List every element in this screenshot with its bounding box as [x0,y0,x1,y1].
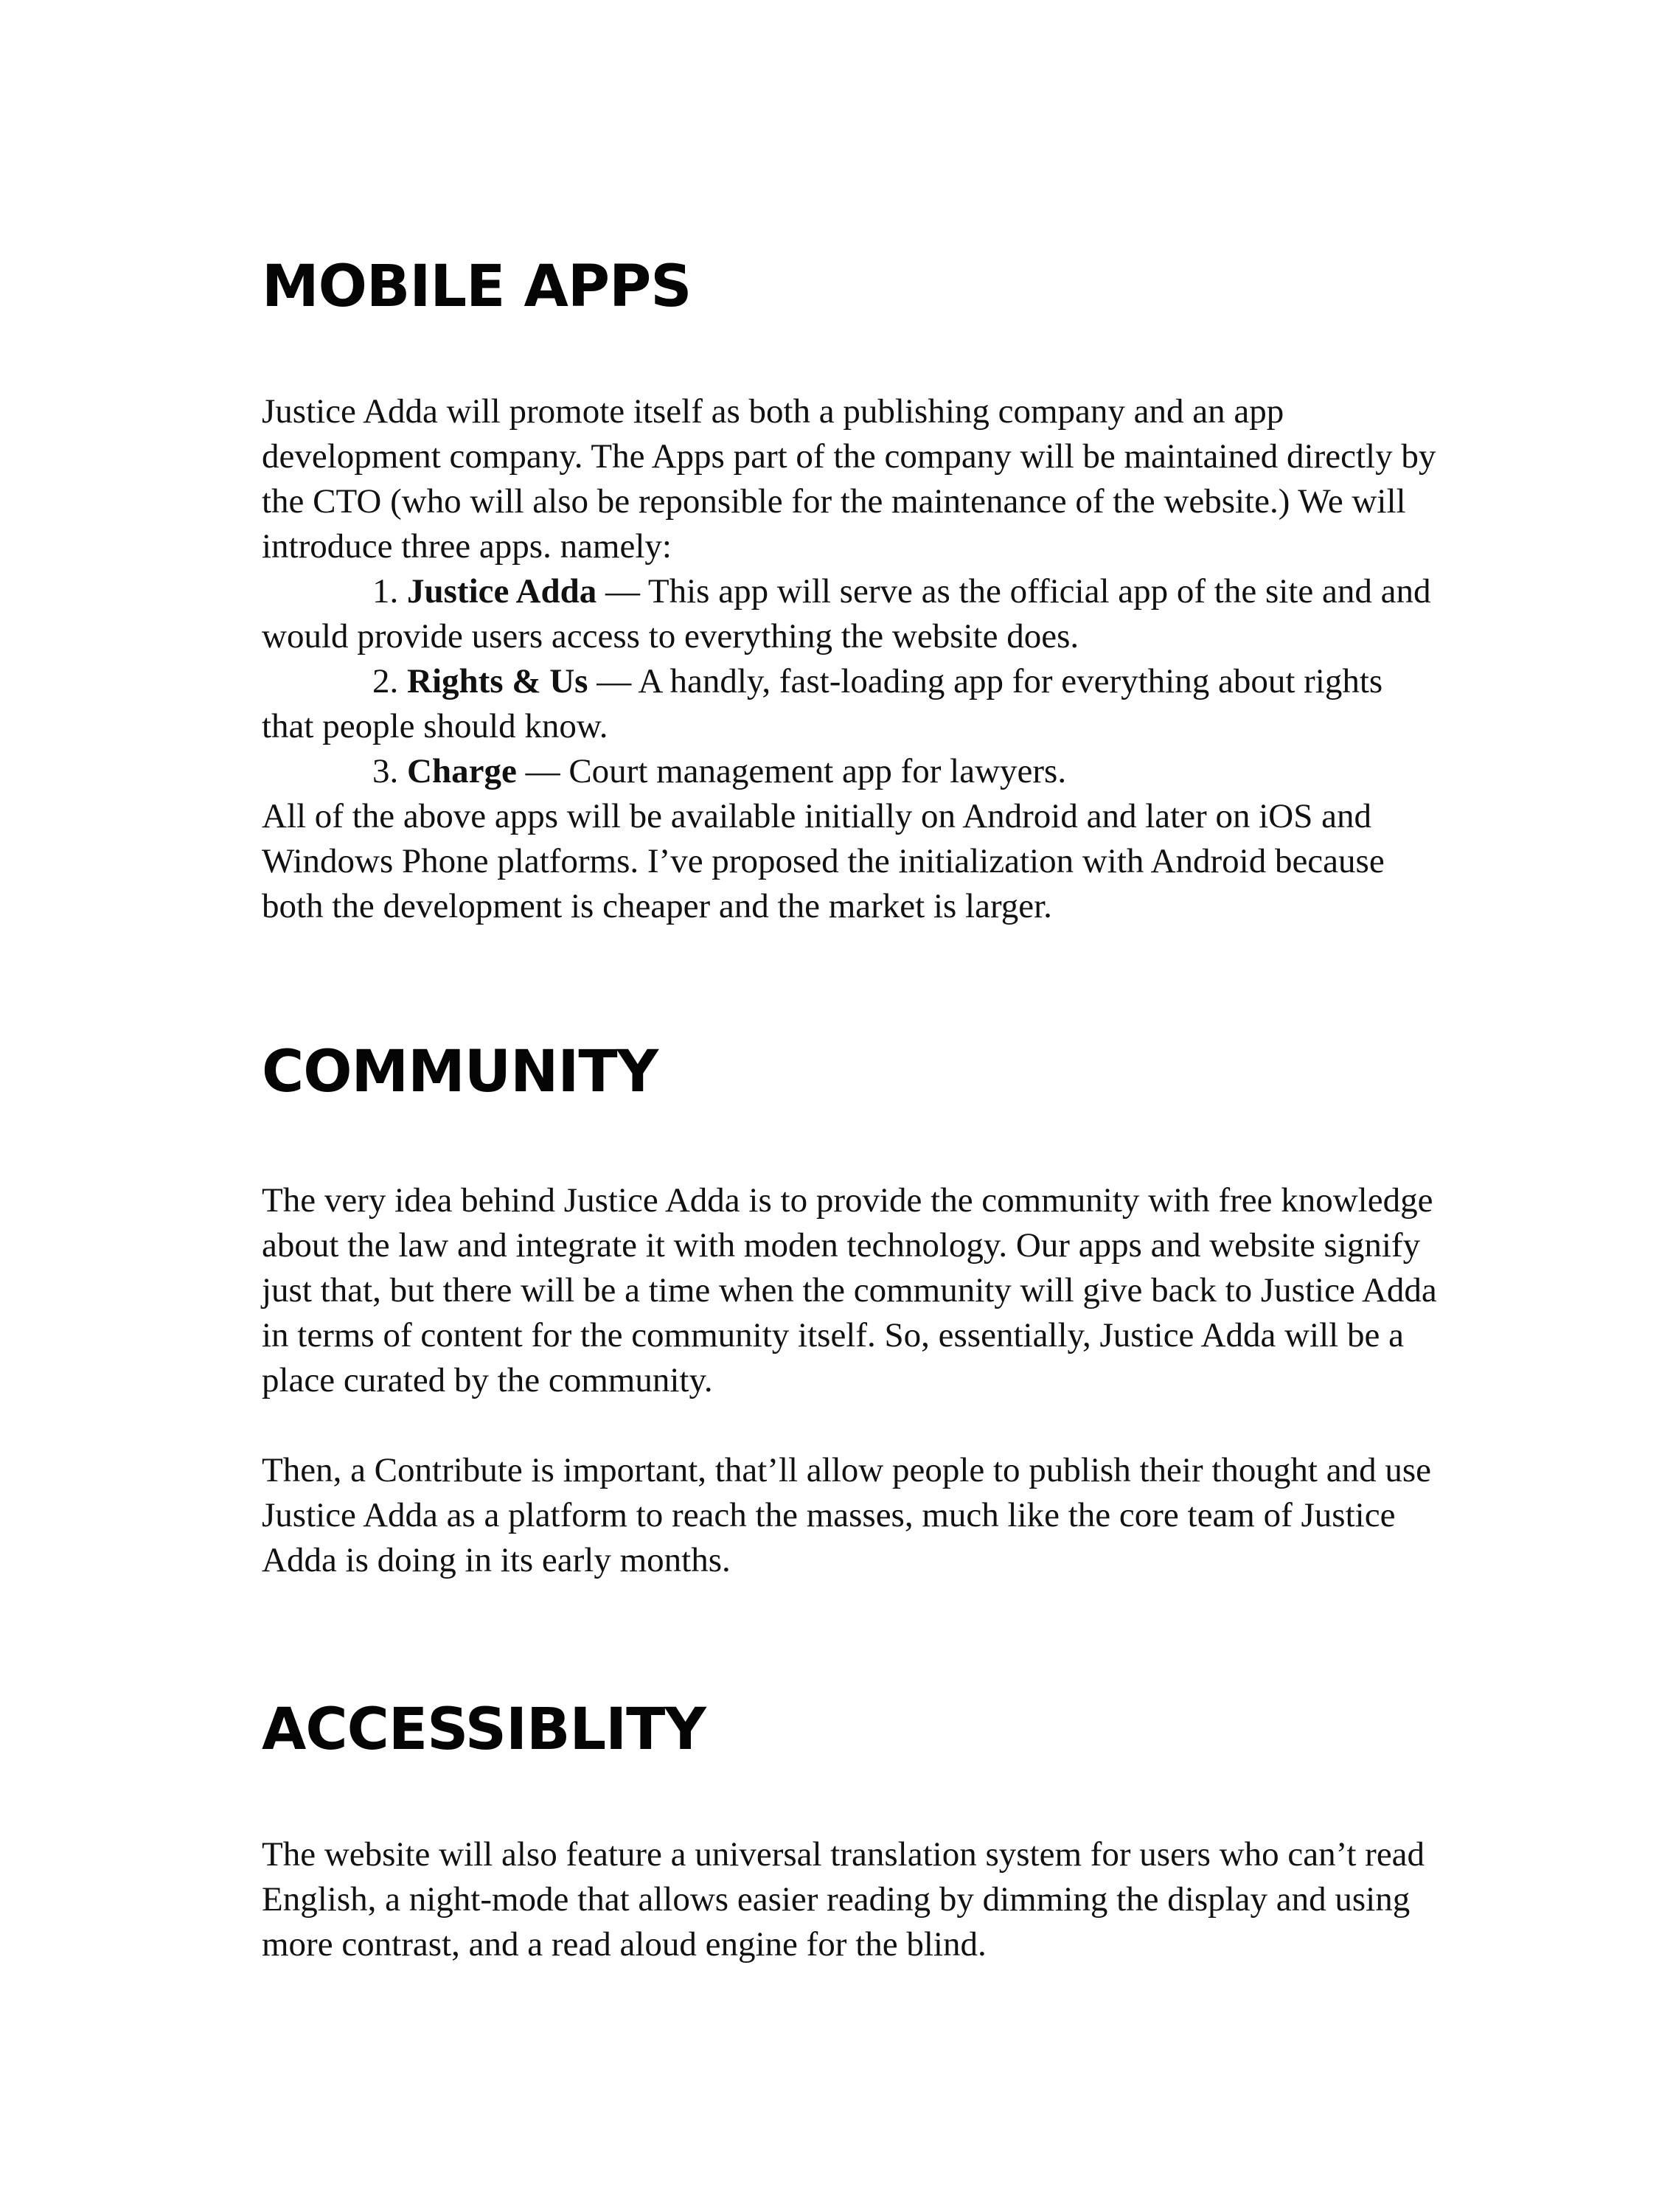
app-description: — A handly, fast-loading app for everything about rights that people should know. [262,662,1383,745]
list-item [262,659,1441,749]
app-name: Charge [407,752,517,790]
app-description: — Court management app for lawyers. [516,752,1067,790]
list-item-number: 1. [372,572,399,611]
community-paragraph-1: The very idea behind Justice Adda is to provide the community with free knowledge about the law and integrate it with moden technology. Our apps and website signify just that, but there will be a time when the community will give back to Justice Adda in terms of content for the community itself. So, essentially, Justice Adda will be a place curated by the community. [262,1181,1437,1399]
app-name: Rights & Us [407,662,588,700]
list-item [262,749,1441,794]
document-body [262,236,1441,1967]
app-description: — This app will serve as the official app of the site and and would provide users access to everything the website does. [262,572,1431,655]
list-item-number: 2. [372,662,399,700]
community-paragraph-2: Then, a Contribute is important, that’ll allow people to publish their thought and use Justice Adda as a platform to reach the masses, much like the core team of Justice Adda is doing in its early months. [262,1451,1431,1579]
section-heading-accessibility: ACCESSIBLITY [262,1697,706,1763]
mobile-apps-outro: All of the above apps will be available initially on Android and later on iOS and Windows Phone platforms. I’ve proposed the initialization with Android because both the development is cheaper and the market is larger. [262,797,1385,925]
accessibility-paragraph: The website will also feature a universal translation system for users who can’t read English, a night-mode that allows easier reading by dimming the display and using more contrast, and a read aloud engine for the blind. [262,1835,1425,1964]
app-name: Justice Adda [407,572,597,611]
section-heading-community: COMMUNITY [262,1039,658,1105]
list-item-number: 3. [372,752,399,790]
section-heading-mobile-apps: MOBILE APPS [262,254,692,320]
list-item [262,569,1441,659]
apps-list [262,569,1441,794]
mobile-apps-intro: Justice Adda will promote itself as both a publishing company and an app development company. The Apps part of the company will be maintained directly by the CTO (who will also be reponsible for the maintenance of the website.) We will introduce three apps. namely: [262,392,1436,566]
